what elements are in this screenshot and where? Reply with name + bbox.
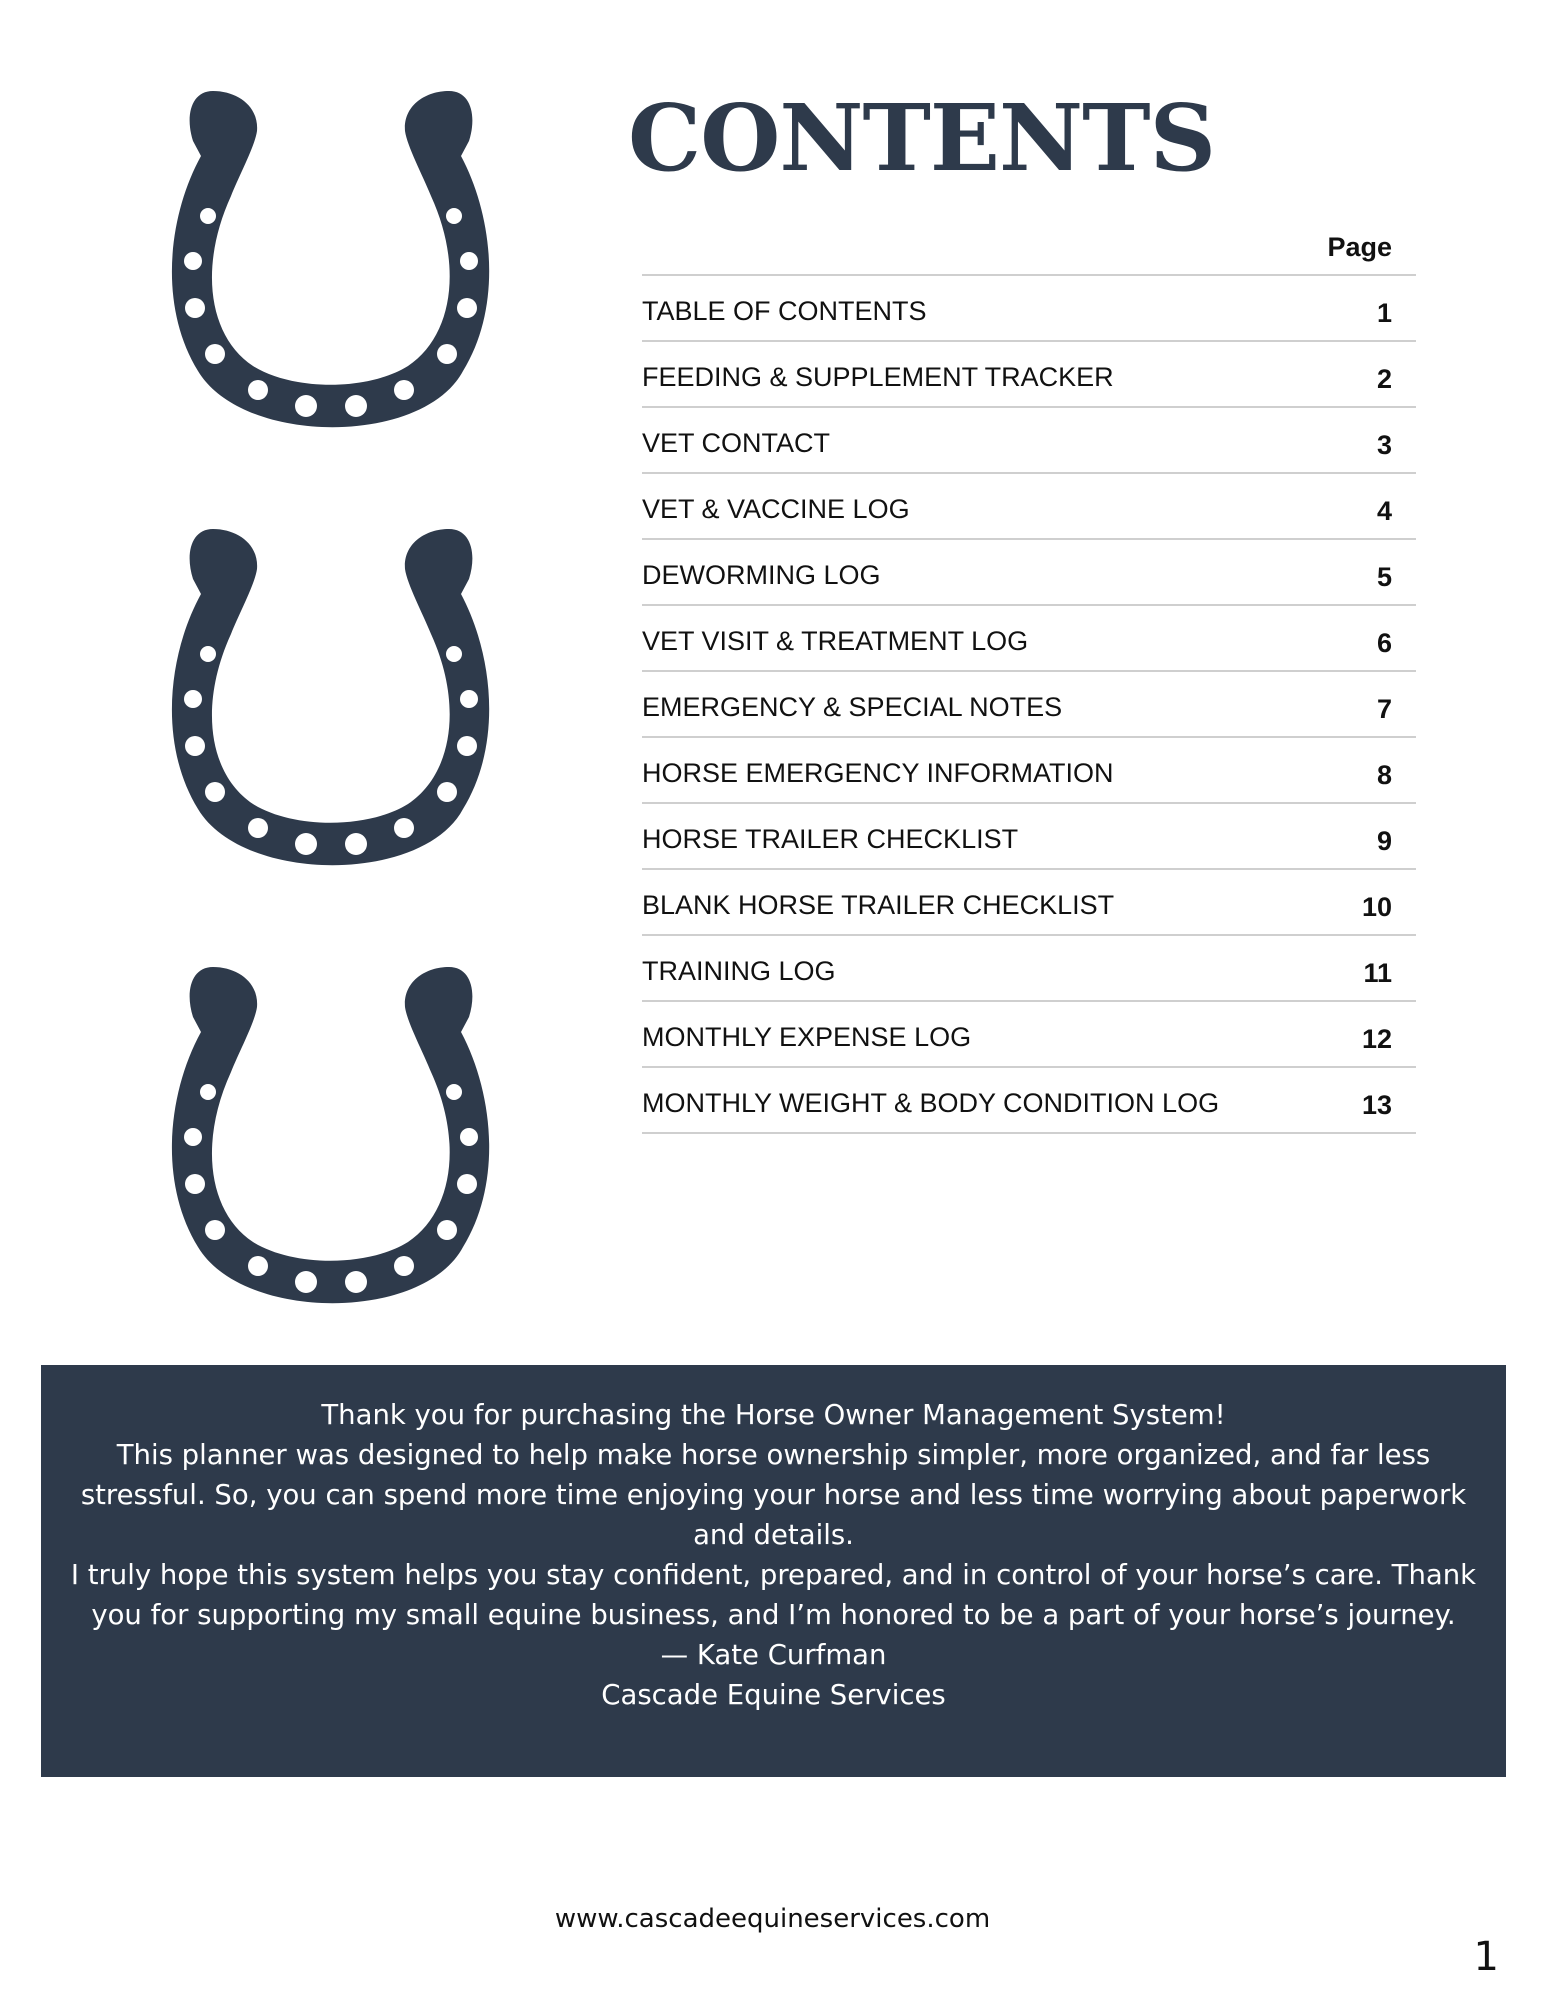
toc-entry-label: HORSE TRAILER CHECKLIST bbox=[642, 824, 1019, 854]
toc-entry-label: MONTHLY EXPENSE LOG bbox=[642, 1022, 972, 1052]
toc-row[interactable] bbox=[642, 1002, 1416, 1068]
business-name: Cascade Equine Services bbox=[601, 1679, 946, 1711]
page-title: CONTENTS bbox=[628, 84, 1216, 192]
toc-entry-label: TABLE OF CONTENTS bbox=[642, 296, 927, 326]
toc-entry-label: BLANK HORSE TRAILER CHECKLIST bbox=[642, 890, 1115, 920]
toc-entry-page: 8 bbox=[1376, 760, 1392, 790]
toc-entry-label: VET VISIT & TREATMENT LOG bbox=[642, 626, 1029, 656]
toc-row[interactable] bbox=[642, 606, 1416, 672]
toc-entry-label: VET CONTACT bbox=[642, 428, 831, 458]
toc-row[interactable] bbox=[642, 540, 1416, 606]
toc-list bbox=[642, 276, 1416, 1134]
toc-entry-label: MONTHLY WEIGHT & BODY CONDITION LOG bbox=[642, 1088, 1220, 1118]
toc-entry-page: 13 bbox=[1361, 1090, 1392, 1120]
toc-entry-page: 4 bbox=[1376, 496, 1392, 526]
table-of-contents bbox=[642, 228, 1416, 1134]
toc-entry-page: 2 bbox=[1376, 364, 1392, 394]
toc-entry-page: 7 bbox=[1376, 694, 1392, 724]
toc-entry-label: EMERGENCY & SPECIAL NOTES bbox=[642, 692, 1063, 722]
toc-entry-label: DEWORMING LOG bbox=[642, 560, 881, 590]
horseshoe-icon bbox=[163, 524, 499, 880]
planner-description: This planner was designed to help make horse ownership simpler, more organized, and far less stressful. So, you can spend more time enjoying your horse and less time worrying about paperwork and details. bbox=[80, 1439, 1467, 1551]
toc-row[interactable] bbox=[642, 276, 1416, 342]
toc-entry-label: FEEDING & SUPPLEMENT TRACKER bbox=[642, 362, 1114, 392]
toc-entry-page: 10 bbox=[1361, 892, 1392, 922]
toc-row[interactable] bbox=[642, 474, 1416, 540]
page-number: 1 bbox=[1473, 1934, 1499, 1980]
signature: — Kate Curfman bbox=[660, 1639, 887, 1671]
toc-row[interactable] bbox=[642, 672, 1416, 738]
website-link[interactable]: www.cascadeequineservices.com bbox=[554, 1904, 991, 1934]
toc-entry-page: 12 bbox=[1361, 1024, 1392, 1054]
toc-row[interactable] bbox=[642, 408, 1416, 474]
toc-entry-page: 11 bbox=[1363, 958, 1392, 988]
toc-row[interactable] bbox=[642, 738, 1416, 804]
horseshoe-icon bbox=[163, 86, 499, 442]
thank-you-panel bbox=[41, 1365, 1506, 1777]
toc-entry-page: 6 bbox=[1376, 628, 1392, 658]
toc-entry-page: 3 bbox=[1376, 430, 1392, 460]
toc-row[interactable] bbox=[642, 936, 1416, 1002]
hope-message: I truly hope this system helps you stay confident, prepared, and in control of your horse’s care. Thank you for supporting my small equine business, and I’m honored to be a part of your horse’s journey. bbox=[70, 1559, 1477, 1631]
toc-entry-label: HORSE EMERGENCY INFORMATION bbox=[642, 758, 1114, 788]
toc-row[interactable] bbox=[642, 870, 1416, 936]
toc-header bbox=[642, 228, 1416, 276]
page-column-header: Page bbox=[1327, 232, 1392, 262]
toc-row[interactable] bbox=[642, 1068, 1416, 1134]
toc-entry-label: TRAINING LOG bbox=[642, 956, 836, 986]
toc-entry-page: 9 bbox=[1376, 826, 1392, 856]
toc-entry-page: 5 bbox=[1376, 562, 1392, 592]
thank-you-line: Thank you for purchasing the Horse Owner Management System! bbox=[321, 1399, 1226, 1431]
toc-entry-page: 1 bbox=[1376, 298, 1392, 328]
toc-row[interactable] bbox=[642, 804, 1416, 870]
toc-row[interactable] bbox=[642, 342, 1416, 408]
horseshoe-icon bbox=[163, 962, 499, 1318]
toc-entry-label: VET & VACCINE LOG bbox=[642, 494, 910, 524]
